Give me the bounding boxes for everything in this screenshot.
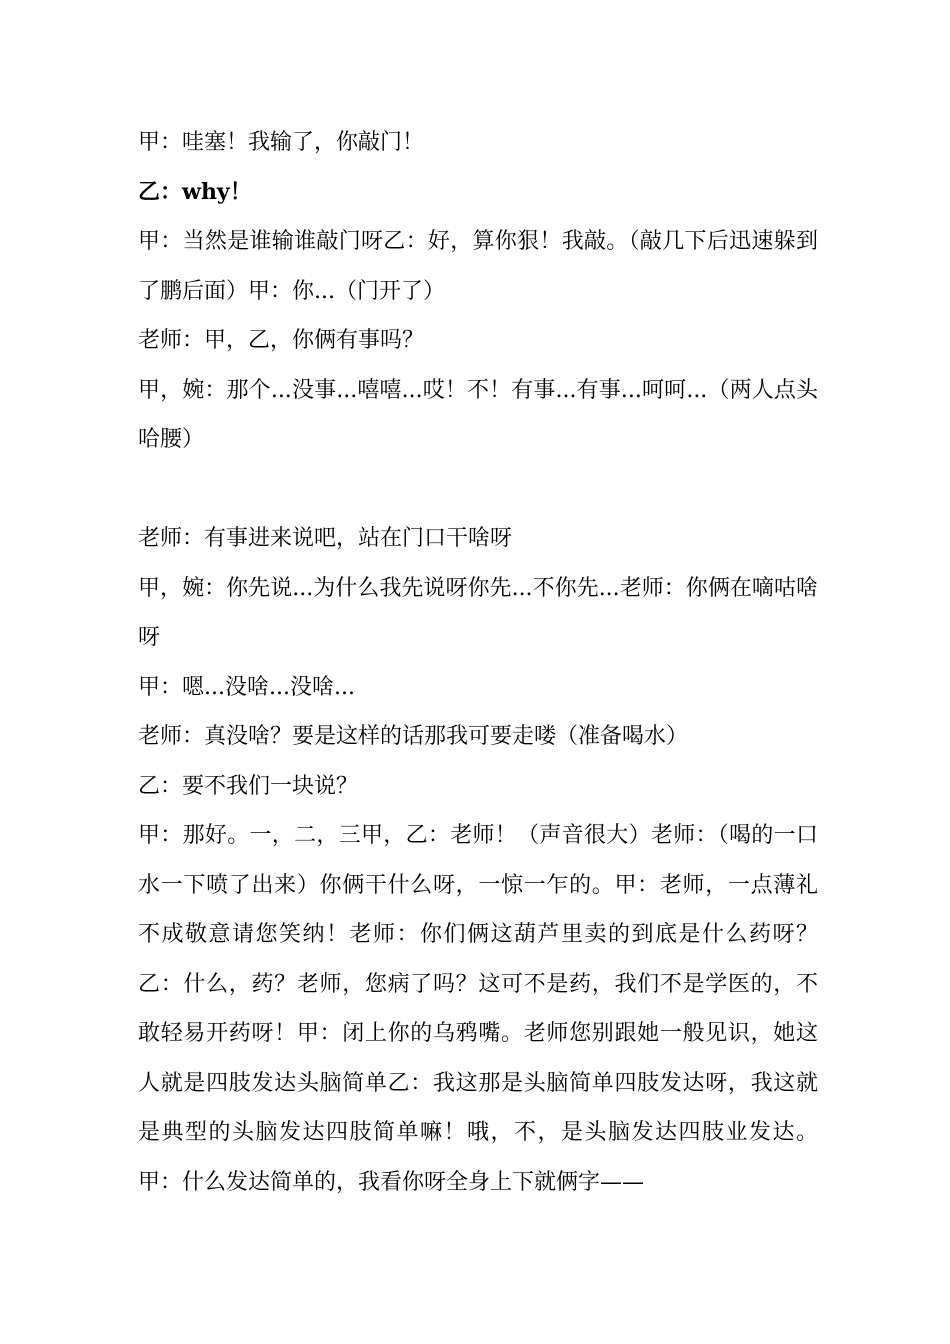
dialogue-line-2: 乙：why！ [138,178,252,205]
paragraph-spacer [138,465,818,515]
dialogue-line-9: 老师：真没啥？要是这样的话那我可要走喽（准备喝水） [138,724,689,749]
dialogue-line-10: 乙：要不我们一块说？ [138,773,359,799]
dialogue-line-8: 甲：嗯...没啥...没啥... [138,674,355,700]
dialogue-line-6: 老师：有事进来说吧，站在门口干啥呀 [138,526,513,551]
dialogue-line-11: 甲：那好。一，二，三甲，乙：老师！（声音很大）老师：（喝的一口水一下喷了出来）你俩干什么呀，一惊一乍的。甲：老师，一点薄礼不成敬意请您笑纳！老师：你们俩这葫芦里卖的到底是什么药呀？乙：什么，药？老师，您病了吗？这可不是药，我们不是学医的，不敢轻易开药呀！甲：闭上你的乌鸦嘴。老师您别跟她一般见识，她这人就是四肢发达头脑简单乙：我这那是头脑简单四肢发达呀，我这就是典型的头脑发达四肢简单嘛！哦，不，是头脑发达四肢业发达。甲：什么发达简单的，我看你呀全身上下就俩字—— [138,823,818,1195]
dialogue-line-3: 甲：当然是谁输谁敲门呀乙：好，算你狠！我敲。（敲几下后迅速躲到了鹏后面）甲：你...（门开了） [138,229,818,304]
dialogue-line-7: 甲，婉：你先说...为什么我先说呀你先...不你先...老师：你俩在嘀咕啥呀 [138,575,818,650]
dialogue-line-5: 甲，婉：那个...没事...嘻嘻...哎！不！有事...有事...呵呵...（两人点头哈腰） [138,377,818,452]
dialogue-line-4: 老师：甲，乙，你俩有事吗？ [138,328,425,353]
script-text-body [138,118,818,1207]
dialogue-line-1: 甲：哇塞！我输了，你敲门！ [138,130,425,155]
